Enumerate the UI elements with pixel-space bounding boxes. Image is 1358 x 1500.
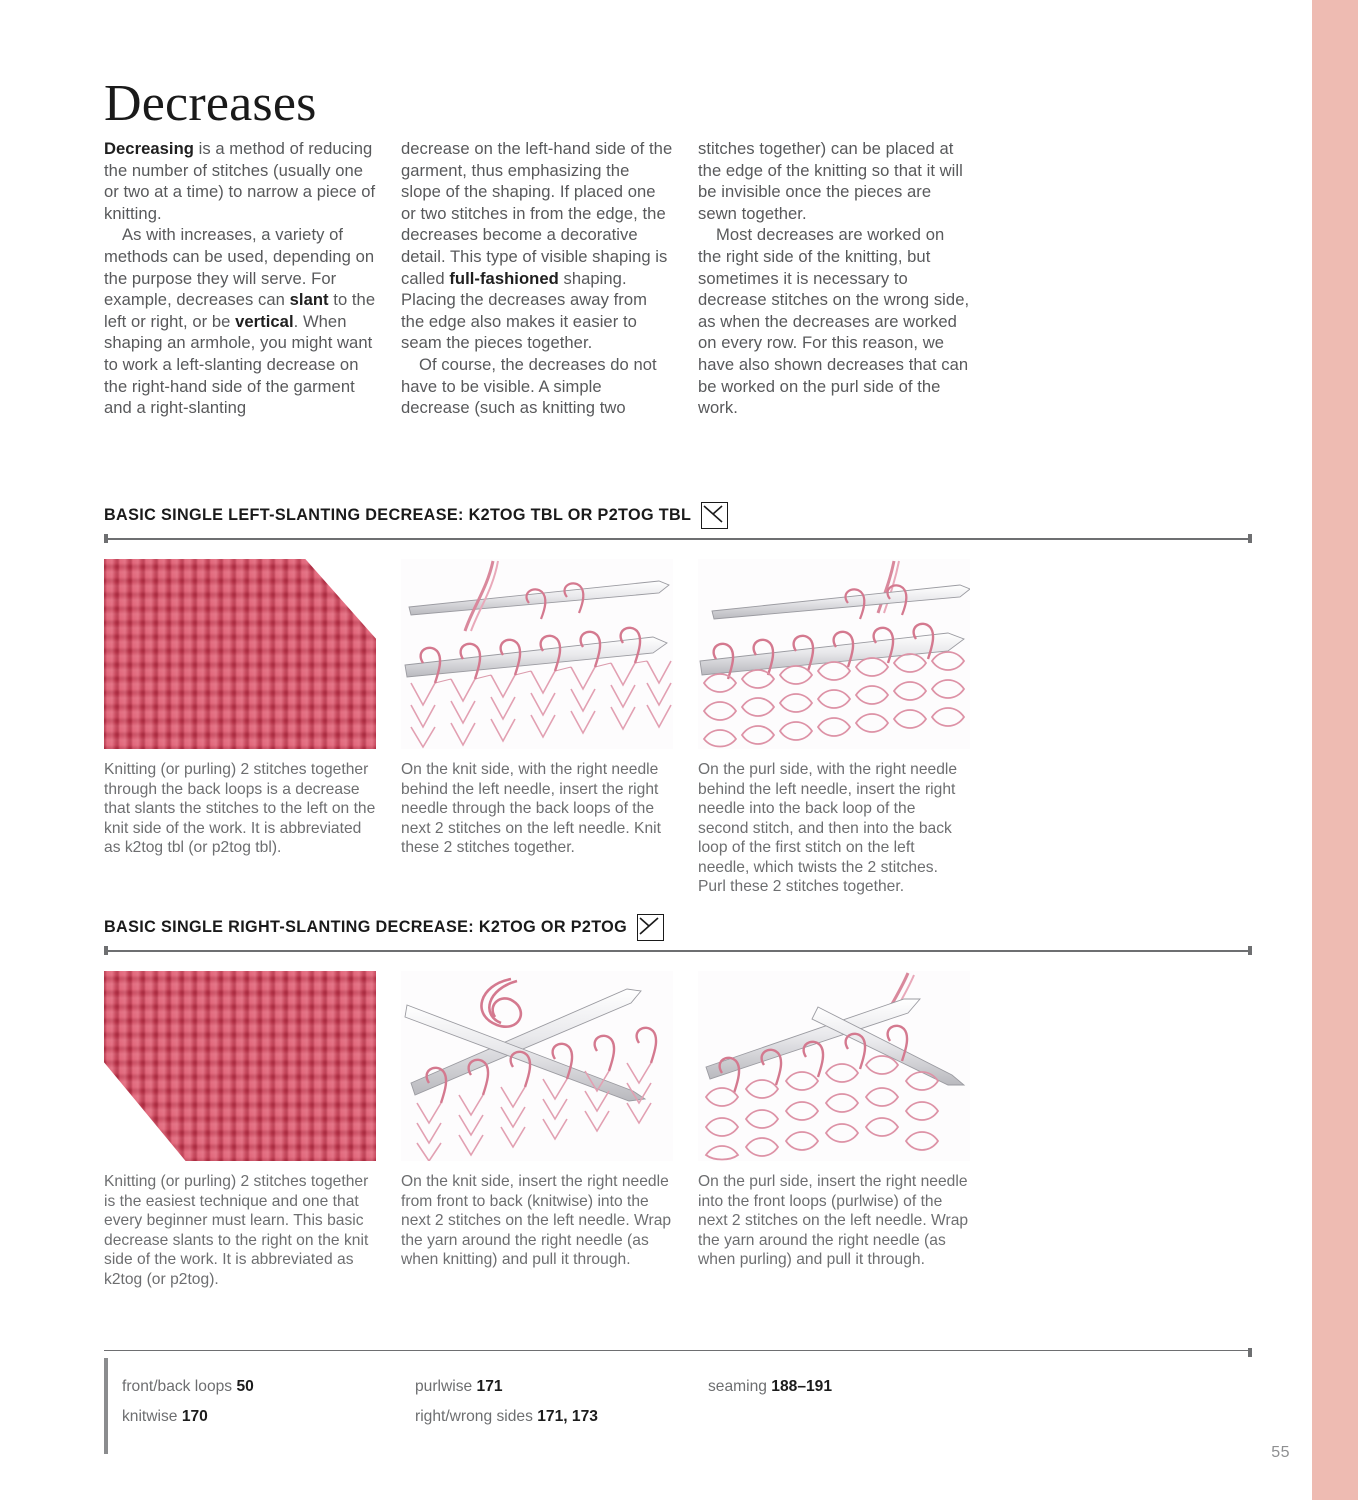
- section-header: [104, 502, 1252, 534]
- figure-row: [104, 971, 1252, 1289]
- cross-reference-term: front/back loops: [122, 1378, 233, 1395]
- rule-line: [104, 1350, 1252, 1351]
- cross-reference-entry[interactable]: [415, 1372, 708, 1402]
- swatch-background: [104, 971, 376, 1161]
- cross-reference-entry[interactable]: [122, 1402, 415, 1432]
- cross-reference-rule: [104, 1348, 1252, 1358]
- intro-paragraph: As with increases, a variety of methods can be used, depending on the purpose they will serve. For example, decreases can slant to the left or right, or be vertical. When shaping an armhole, you might want to work a left-slanting decrease on the right-hand side of the garment and a right-slanting: [104, 225, 376, 418]
- swatch-fabric: [104, 971, 376, 1161]
- figure-2: [401, 559, 673, 897]
- section-header: [104, 914, 1252, 946]
- figure-3: [698, 971, 970, 1289]
- intro-column-1: [104, 138, 376, 419]
- intro-paragraph: stitches together) can be placed at the edge of the knitting so that it will be invisible once the pieces are sewn together.: [698, 139, 963, 223]
- lead-term: Decreasing: [104, 139, 194, 158]
- cross-reference-pages: 171, 173: [537, 1408, 598, 1425]
- illustration-knit-side-needles-back-loops: [401, 559, 673, 749]
- cross-reference-pages: 50: [236, 1378, 254, 1395]
- rule-cap-right: [1248, 1348, 1252, 1357]
- figure-caption: On the knit side, with the right needle behind the left needle, insert the right needle through the back loops of the next 2 stitches on the left needle. Knit these 2 stitches together.: [401, 761, 661, 856]
- cross-reference-pages: 171: [476, 1378, 503, 1395]
- swatch-fabric: [104, 559, 376, 749]
- illustration-knit-side-front-to-back: [401, 971, 673, 1161]
- pencil-illustration: [401, 559, 673, 749]
- cross-reference-column-1: [122, 1372, 415, 1446]
- figure-row: [104, 559, 1252, 897]
- figure-caption: Knitting (or purling) 2 stitches together through the back loops is a decrease that slants the stitches to the left on the knit side of the work. It is abbreviated as k2tog tbl (or p2tog tbl).: [104, 761, 376, 856]
- intro-paragraph: Most decreases are worked on the right side of the knitting, but sometimes it is necessary to decrease stitches on the wrong side, as when the decreases are worked on every row. For this reason, we have also shown decreases that can be worked on the purl side of the work.: [698, 225, 970, 418]
- page-title: Decreases: [104, 75, 317, 132]
- intro-text-columns: [104, 138, 1252, 419]
- section-title: BASIC SINGLE LEFT-SLANTING DECREASE: K2TOG TBL OR P2TOG TBL: [104, 506, 692, 524]
- knitted-swatch-photo-left-slanting: [104, 559, 376, 749]
- figure-3: [698, 559, 970, 897]
- right-slanting-decrease-symbol-icon: [637, 914, 664, 941]
- cross-reference-column-3: [708, 1372, 1001, 1446]
- pencil-illustration: [698, 559, 970, 749]
- figure-1: [104, 971, 376, 1289]
- cross-reference-entry[interactable]: [415, 1402, 708, 1432]
- pencil-illustration: [401, 971, 673, 1161]
- pencil-illustration: [698, 971, 970, 1161]
- figure-caption: On the purl side, insert the right needle into the front loops (purlwise) of the next 2 stitches on the left needle. Wrap the yarn around the right needle (as when purling) and pull it through.: [698, 1173, 969, 1268]
- page-edge-strip: [1312, 0, 1358, 1500]
- rule-line: [104, 538, 1252, 540]
- figure-caption: Knitting (or purling) 2 stitches together is the easiest technique and one that every beginner must learn. This basic decrease slants to the right on the knit side of the work. It is abbreviated as k2tog (or p2tog).: [104, 1173, 369, 1288]
- cross-reference-column-2: [415, 1372, 708, 1446]
- intro-paragraph: Decreasing is a method of reducing the number of stitches (usually one or two at a time) to narrow a piece of knitting.: [104, 139, 376, 223]
- cross-reference-entry[interactable]: [708, 1372, 1001, 1402]
- cross-reference-pages: 170: [181, 1408, 208, 1425]
- section-left-slanting-decrease: [104, 502, 1252, 897]
- page-number: 55: [1271, 1444, 1290, 1461]
- left-slanting-decrease-symbol-icon: [701, 502, 728, 529]
- knitted-swatch-photo-right-slanting: [104, 971, 376, 1161]
- figure-caption: On the purl side, with the right needle behind the left needle, insert the right needle into the back loop of the second stitch, and then into the back loop of the first stitch on the left needle, which twists the 2 stitches. Purl these 2 stitches together.: [698, 761, 958, 895]
- cross-reference-term: seaming: [708, 1378, 767, 1395]
- rule-cap-right: [1248, 534, 1252, 543]
- cross-reference-term: knitwise: [122, 1408, 178, 1425]
- figure-caption: On the knit side, insert the right needle from front to back (knitwise) into the next 2 stitches on the left needle. Wrap the yarn around the right needle (as when knitting) and pull it through.: [401, 1173, 672, 1268]
- cross-reference-entry[interactable]: [122, 1372, 415, 1402]
- swatch-background: [104, 559, 376, 749]
- intro-column-2: [401, 138, 673, 419]
- section-rule: [104, 946, 1252, 958]
- figure-1: [104, 559, 376, 897]
- illustration-purl-side-needles-back-loops: [698, 559, 970, 749]
- intro-paragraph: Of course, the decreases do not have to be visible. A simple decrease (such as knitting two: [401, 354, 657, 418]
- intro-column-3: [698, 138, 970, 419]
- rule-line: [104, 950, 1252, 952]
- illustration-purl-side-front-loops: [698, 971, 970, 1161]
- cross-reference-term: purlwise: [415, 1378, 473, 1395]
- section-right-slanting-decrease: [104, 914, 1252, 1289]
- cross-reference-term: right/wrong sides: [415, 1408, 533, 1425]
- cross-reference-columns: [104, 1358, 1252, 1454]
- intro-paragraph: decrease on the left-hand side of the garment, thus emphasizing the slope of the shaping. If placed one or two stitches in from the edge, the decreases become a decorative detail. This type of visible shaping is called full-fashioned shaping. Placing the decreases away from the edge also makes it easier to seam the pieces together.: [401, 139, 673, 353]
- figure-2: [401, 971, 673, 1289]
- cross-reference-pages: 188–191: [771, 1378, 833, 1395]
- section-title: BASIC SINGLE RIGHT-SLANTING DECREASE: K2TOG OR P2TOG: [104, 918, 628, 936]
- rule-cap-right: [1248, 946, 1252, 955]
- cross-reference-block: [104, 1348, 1252, 1454]
- section-rule: [104, 534, 1252, 546]
